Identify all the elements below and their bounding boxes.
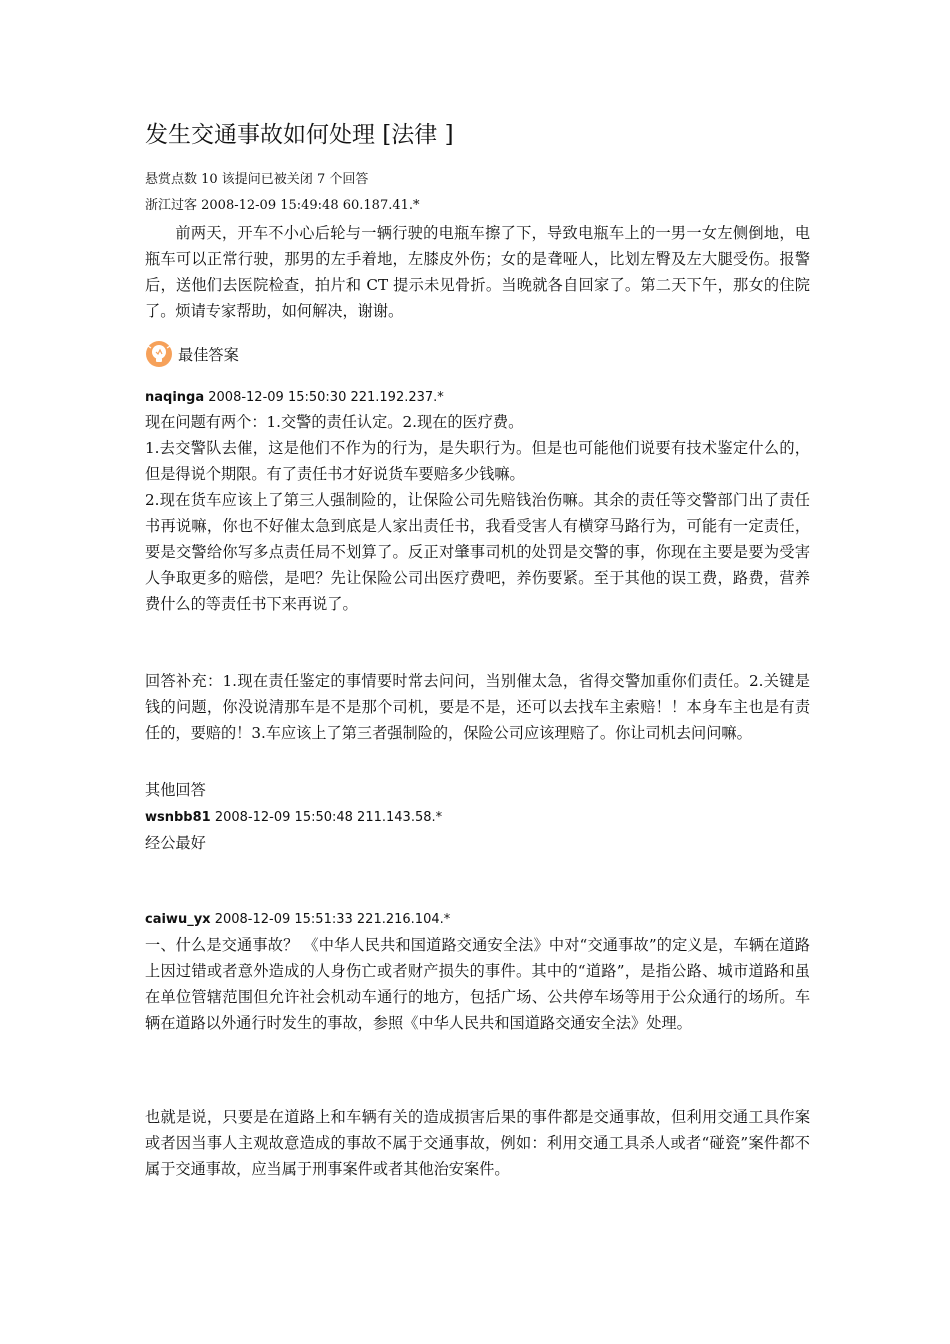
- answer-body: [145, 1104, 810, 1182]
- lightbulb-icon: [145, 340, 173, 368]
- question-asker: 浙江过客 2008-12-09 15:49:48 60.187.41.*: [145, 198, 420, 213]
- answer-body: [145, 830, 810, 856]
- answer-meta: 2008-12-09 15:51:33 221.216.104.*: [214, 912, 451, 927]
- supplement-text: 回答补充：1.现在责任鉴定的事情要时常去问问，当别催太急，省得交警加重你们责任。2.关键是钱的问题，你没说清那车是不是那个司机，要是不是，还可以去找车主索赔！！本身车主也是有责任的，要赔的！3.车应该上了第三者强制险的，保险公司应该理赔了。你让司机去问问嘛。: [145, 672, 810, 742]
- question-title: 发生交通事故如何处理 [法律 ]: [145, 122, 454, 148]
- question-body: [145, 220, 810, 324]
- answer-author-line: [145, 808, 442, 828]
- best-answer-body: [145, 409, 810, 617]
- answer-meta: 2008-12-09 15:50:48 211.143.58.*: [214, 810, 443, 825]
- answer-author[interactable]: caiwu_yx: [145, 912, 211, 927]
- question-body-text: 前两天，开车不小心后轮与一辆行驶的电瓶车擦了下，导致电瓶车上的一男一女左侧倒地，电瓶车可以正常行驶，那男的左手着地，左膝皮外伤；女的是聋哑人，比划左臀及左大腿受伤。报警后，送他们去医院检查，拍片和 CT 提示未见骨折。当晚就各自回家了。第二天下午，那女的住院了。烦请专家帮助，如何解决，谢谢。: [145, 224, 810, 320]
- answer-paragraph: 也就是说，只要是在道路上和车辆有关的造成损害后果的事件都是交通事故，但利用交通工具作案或者因当事人主观故意造成的事故不属于交通事故，例如：利用交通工具杀人或者“碰瓷”案件都不属于交通事故，应当属于刑事案件或者其他治安案件。: [145, 1108, 810, 1178]
- best-answer-author-line: [145, 388, 444, 408]
- best-answer-meta: 2008-12-09 15:50:30 221.192.237.*: [208, 390, 444, 405]
- other-answers-label: 其他回答: [145, 781, 206, 799]
- best-answer-heading: [145, 340, 239, 368]
- answer-paragraph: 经公最好: [145, 834, 206, 852]
- question-stats: 悬赏点数 10 该提问已被关闭 7 个回答: [145, 172, 369, 187]
- answer-body: [145, 932, 810, 1036]
- best-answer-label: 最佳答案: [178, 345, 239, 364]
- best-answer-paragraph: 2.现在货车应该上了第三人强制险的，让保险公司先赔钱治伤嘛。其余的责任等交警部门出了责任书再说嘛，你也不好催太急到底是人家出责任书，我看受害人有横穿马路行为，可能有一定责任，要是交警给你写多点责任局不划算了。反正对肇事司机的处罚是交警的事，你现在主要是要为受害人争取更多的赔偿，是吧？先让保险公司出医疗费吧，养伤要紧。至于其他的误工费，路费，营养费什么的等责任书下来再说了。: [145, 491, 810, 613]
- answer-author-line: [145, 910, 450, 930]
- answer-paragraph: 一、什么是交通事故？ 《中华人民共和国道路交通安全法》中对“交通事故”的定义是，车辆在道路上因过错或者意外造成的人身伤亡或者财产损失的事件。其中的“道路”，是指公路、城市道路和虽在单位管辖范围但允许社会机动车通行的地方，包括广场、公共停车场等用于公众通行的场所。车辆在道路以外通行时发生的事故，参照《中华人民共和国道路交通安全法》处理。: [145, 936, 810, 1032]
- answer-author[interactable]: wsnbb81: [145, 810, 211, 825]
- best-answer-author[interactable]: naqinga: [145, 390, 205, 405]
- best-answer-paragraph: 现在问题有两个：1.交警的责任认定。2.现在的医疗费。: [145, 413, 524, 431]
- best-answer-supplement: [145, 668, 810, 746]
- best-answer-paragraph: 1.去交警队去催，这是他们不作为的行为，是失职行为。但是也可能他们说要有技术鉴定什么的，但是得说个期限。有了责任书才好说货车要赔多少钱嘛。: [145, 439, 810, 483]
